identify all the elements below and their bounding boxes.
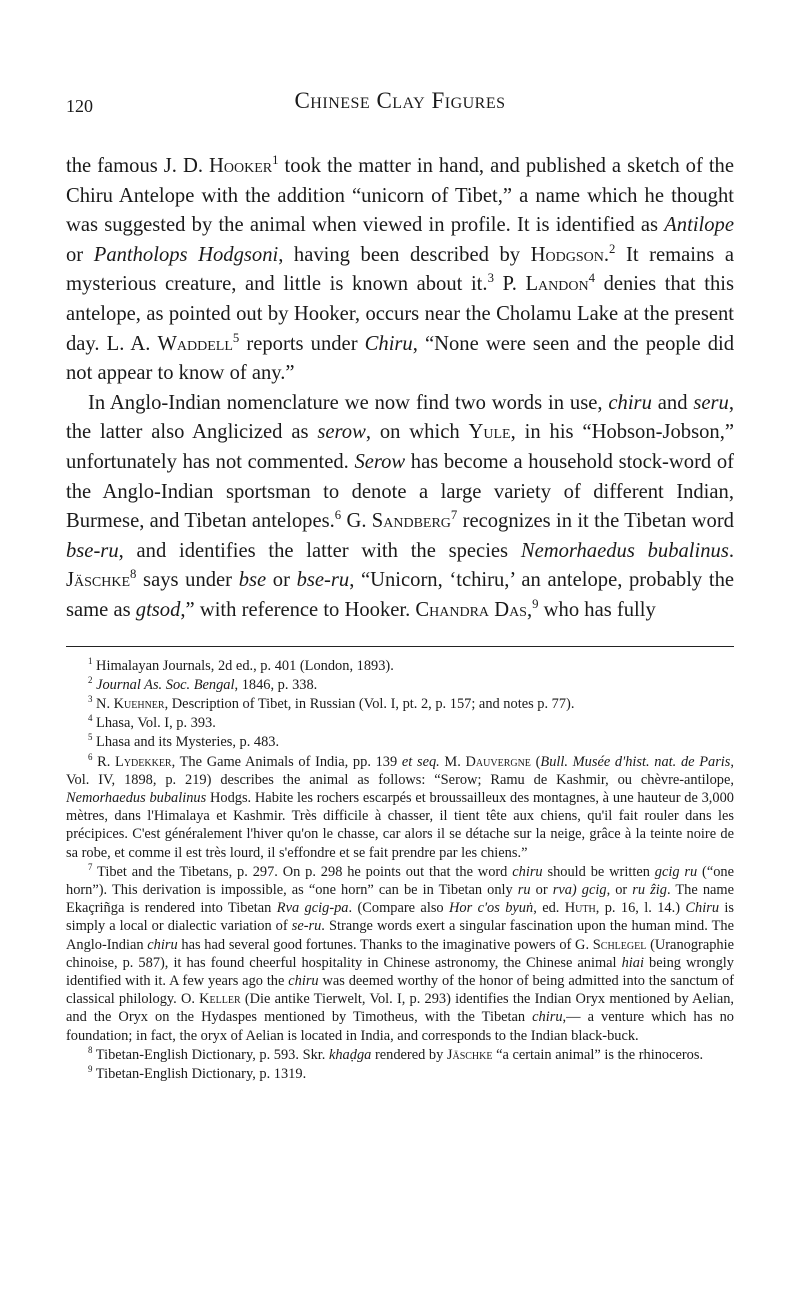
main-text [66, 152, 734, 626]
footnote: $^1$ Himalayan Journals, 2d ed., p. 401 (London, 1893). [88, 655, 394, 674]
footnote: $^2$ Journal As. Soc. Bengal, 1846, p. 338. [88, 674, 318, 693]
footnote-separator [66, 646, 734, 647]
footnote: $^7$ Tibet and the Tibetans, p. 297. On p. 298 he points out that the word chiru should be written gcig ru (“one horn”). This derivation is impossible, as “one horn” can be in Tibetan only ru or rva) gcig, or ru ẑig. The name Ekaçriñga is rendered into Tibetan Rva gcig-pa. (Compare also Hor c'os byuṅ, ed. Huth, p. 16, l. 14.) Chiru is simply a local or dialectic variation of se-ru. Strange words exert a singular fascination upon the human mind. The Anglo-Indian chiru has had several good fortunes. Thanks to the imaginative powers of G. Schlegel (Uranographie chinoise, p. 587), it has found cheerful hospitality in Chinese astronomy, the Chinese animal hiai being wrongly identified with it. A few years ago the chiru was deemed worthy of the honor of being admitted into the sanctum of classical philology. O. Keller (Die antike Tierwelt, Vol. I, p. 293) identifies the Indian Oryx mentioned by Aelian, and the Oryx on the Hydaspes mentioned by Timotheus, with the Tibetan chiru,— a venture which has no foundation; in fact, the oryx of Aelian is located in India, and corresponds to the Indian black-buck. [66, 861, 735, 1044]
running-title: Chinese Clay Figures [294, 88, 506, 113]
running-header [66, 88, 734, 128]
footnotes [66, 657, 734, 1084]
footnote: $^5$ Lhasa and its Mysteries, p. 483. [88, 732, 280, 751]
footnote: $^3$ N. Kuehner, Description of Tibet, in Russian (Vol. I, pt. 2, p. 157; and notes p. 77). [88, 694, 575, 712]
book-page [66, 88, 734, 1084]
footnote: $^9$ Tibetan-English Dictionary, p. 1319. [88, 1064, 307, 1082]
body-paragraph: the famous J. D. Hooker$^1$ took the matter in hand, and published a sketch of the Chiru Antelope with the addition “unicorn of Tibet,” a name which he thought was suggested by the animal when viewed in profile. It is identified as Antilope or Pantholops Hodgsoni, having been described by Hodgson.$^2$ It remains a mysterious creature, and little is known about it.$^3$ P. Landon$^4$ denies that this antelope, as pointed out by Hooker, occurs near the Cholamu Lake at the present day. L. A. Waddell$^5$ reports under Chiru, “None were seen and the people did not appear to know of any.” [66, 153, 735, 385]
footnote: $^8$ Tibetan-English Dictionary, p. 593. Skr. khaḍga rendered by Jäschke “a certain animal” is the rhinoceros. [88, 1044, 704, 1063]
page-number: 120 [66, 96, 93, 116]
footnote: $^4$ Lhasa, Vol. I, p. 393. [88, 713, 216, 732]
body-paragraph: In Anglo-Indian nomenclature we now find two words in use, chiru and seru, the latter also Anglicized as serow, on which Yule, in his “Hobson-Jobson,” unfortunately has not commented. Serow has become a household stock-word of the Anglo-Indian sportsman to denote a large variety of different Indian, Burmese, and Tibetan antelopes.$^6$ G. Sandberg$^7$ recognizes in it the Tibetan word bse-ru, and identifies the latter with the species Nemorhaedus bubalinus. Jäschke$^8$ says under bse or bse-ru, “Unicorn, ‘tchiru,’ an antelope, probably the same as gtsod,” with reference to Hooker. Chandra Das,$^9$ who has fully [66, 391, 735, 621]
footnote: $^6$ R. Lydekker, The Game Animals of India, pp. 139 et seq. M. Dauvergne (Bull. Musée d'hist. nat. de Paris, Vol. IV, 1898, p. 219) describes the animal as follows: “Serow; Ramu de Kashmir, ou chèvre-antilope, Nemorhaedus bubalinus Hodgs. Habite les rochers escarpés et broussailleux des montagnes, à une hauteur de 3,000 mètres, dans l'Himalaya et Kashmir. Très difficile à chasser, il tient tête aux chiens, qu'il fait rouler dans les précipices. C'est généralement l'hiver qu'on le chasse, car alors il se détache sur la neige, grâce à la teinte noire de sa robe, et comme il est très lourd, il s'effondre et se fait prendre par les chiens.” [66, 751, 735, 861]
